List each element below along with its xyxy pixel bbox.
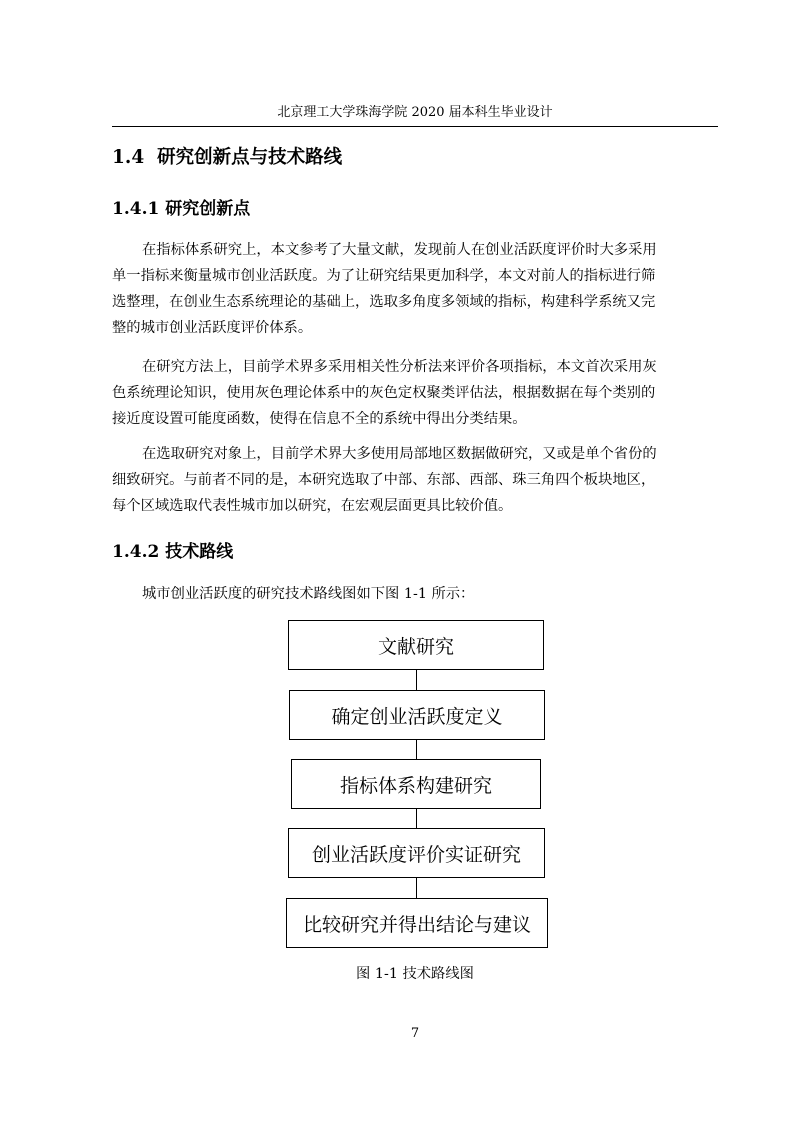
running-header: 北京理工大学珠海学院 2020 届本科生毕业设计 (277, 105, 553, 120)
paragraph-line: 整的城市创业活跃度评价体系。 (112, 320, 313, 336)
paragraph-research-object (112, 441, 718, 519)
paragraph-research-method (112, 354, 718, 432)
page-number: 7 (410, 1026, 420, 1041)
flow-connector (416, 740, 417, 759)
flow-connector (416, 878, 417, 898)
subsection-heading-roadmap: 1.4.2 技术路线 (112, 542, 234, 562)
paragraph-line: 每个区域选取代表性城市加以研究，在宏观层面更具比较价值。 (112, 498, 513, 514)
paragraph-line: 在选取研究对象上，目前学术界大多使用局部地区数据做研究，又或是单个省份的 (142, 446, 657, 462)
paragraph-line: 选整理，在创业生态系统理论的基础上，选取多角度多领域的指标，构建科学系统又完 (112, 294, 656, 310)
flow-step-comparison-conclusion: 比较研究并得出结论与建议 (286, 898, 548, 948)
flow-step-indicator-system: 指标体系构建研究 (291, 759, 541, 809)
paragraph-line: 色系统理论知识，使用灰色理论体系中的灰色定权聚类评估法，根据数据在每个类别的 (112, 385, 656, 401)
paragraph-line: 细致研究。与前者不同的是，本研究选取了中部、东部、西部、珠三角四个板块地区， (112, 472, 656, 488)
paragraph-line: 在指标体系研究上，本文参考了大量文献，发现前人在创业活跃度评价时大多采用 (142, 242, 657, 258)
section-title: 研究创新点与技术路线 (157, 147, 343, 168)
flow-step-empirical-evaluation: 创业活跃度评价实证研究 (288, 828, 545, 878)
paragraph-line: 在研究方法上，目前学术界多采用相关性分析法来评价各项指标，本文首次采用灰 (142, 359, 657, 375)
roadmap-intro: 城市创业活跃度的研究技术路线图如下图 1-1 所示： (142, 586, 475, 602)
paragraph-line: 接近度设置可能度函数，使得在信息不全的系统中得出分类结果。 (112, 411, 527, 427)
paragraph-indicator-system (112, 237, 718, 341)
flow-connector (416, 670, 417, 690)
flow-step-literature-review: 文献研究 (288, 620, 544, 670)
subsection-heading-innovation: 1.4.1 研究创新点 (112, 199, 251, 219)
figure-caption: 图 1-1 技术路线图 (356, 966, 474, 982)
flow-connector (416, 809, 417, 828)
section-number: 1.4 (112, 147, 145, 168)
header-rule (112, 126, 718, 127)
flow-step-define-activity: 确定创业活跃度定义 (289, 690, 545, 740)
paragraph-line: 单一指标来衡量城市创业活跃度。为了让研究结果更加科学，本文对前人的指标进行筛 (112, 268, 656, 284)
section-heading (112, 145, 342, 171)
